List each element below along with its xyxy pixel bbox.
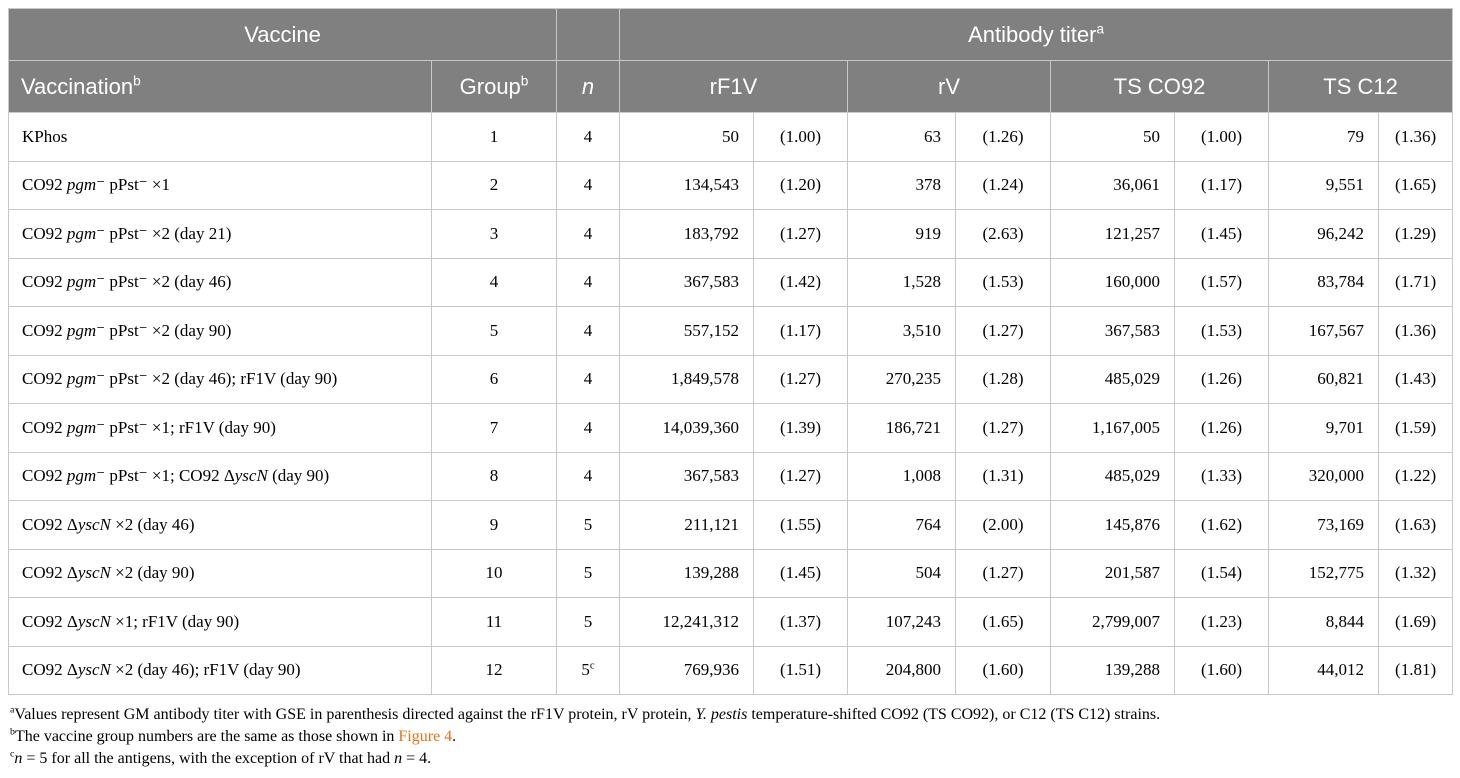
ts-co92-gse-cell: (1.26) (1175, 404, 1269, 453)
rf1v-gse-cell: (1.00) (754, 113, 848, 162)
ts-co92-titer-cell: 145,876 (1051, 501, 1175, 550)
group-cell: 6 (432, 355, 557, 404)
rf1v-gse-cell: (1.27) (754, 452, 848, 501)
ts-co92-gse-cell: (1.17) (1175, 161, 1269, 210)
table-body (9, 113, 1453, 695)
ts-c12-gse-cell: (1.63) (1379, 501, 1453, 550)
vaccination-cell: KPhos (9, 113, 432, 162)
vaccination-cell: CO92 pgm⁻ pPst⁻ ×1 (9, 161, 432, 210)
vaccination-cell: CO92 pgm⁻ pPst⁻ ×1; rF1V (day 90) (9, 404, 432, 453)
group-cell: 11 (432, 598, 557, 647)
ts-co92-gse-cell: (1.26) (1175, 355, 1269, 404)
ts-co92-titer-cell: 160,000 (1051, 258, 1175, 307)
ts-c12-titer-cell: 167,567 (1269, 307, 1379, 356)
footnote-b: $^b$The vaccine group numbers are the same as those shown in Figure 4. (10, 726, 457, 745)
rv-gse-cell: (1.24) (956, 161, 1051, 210)
table-row (9, 307, 1453, 356)
n-cell: 5 (557, 501, 620, 550)
table-row (9, 646, 1453, 695)
rf1v-gse-cell: (1.27) (754, 210, 848, 259)
header-vaccination: Vaccination$^b$ (9, 61, 432, 113)
rf1v-titer-cell: 12,241,312 (620, 598, 754, 647)
ts-c12-gse-cell: (1.65) (1379, 161, 1453, 210)
vaccination-cell: CO92 ΔyscN ×1; rF1V (day 90) (9, 598, 432, 647)
n-cell: 5$^c$ (557, 646, 620, 695)
ts-co92-gse-cell: (1.54) (1175, 549, 1269, 598)
ts-c12-titer-cell: 96,242 (1269, 210, 1379, 259)
ts-co92-gse-cell: (1.45) (1175, 210, 1269, 259)
header-row-2 (9, 61, 1453, 113)
rv-gse-cell: (1.60) (956, 646, 1051, 695)
rf1v-titer-cell: 14,039,360 (620, 404, 754, 453)
ts-c12-gse-cell: (1.69) (1379, 598, 1453, 647)
ts-co92-gse-cell: (1.60) (1175, 646, 1269, 695)
table-row (9, 161, 1453, 210)
ts-co92-titer-cell: 1,167,005 (1051, 404, 1175, 453)
rf1v-titer-cell: 367,583 (620, 258, 754, 307)
rv-titer-cell: 504 (848, 549, 956, 598)
rv-titer-cell: 63 (848, 113, 956, 162)
group-cell: 1 (432, 113, 557, 162)
vaccination-cell: CO92 ΔyscN ×2 (day 46); rF1V (day 90) (9, 646, 432, 695)
rv-titer-cell: 764 (848, 501, 956, 550)
table-row (9, 210, 1453, 259)
rv-titer-cell: 186,721 (848, 404, 956, 453)
vaccination-cell: CO92 pgm⁻ pPst⁻ ×2 (day 46); rF1V (day 90) (9, 355, 432, 404)
ts-c12-titer-cell: 320,000 (1269, 452, 1379, 501)
header-n: n (557, 61, 620, 113)
rv-titer-cell: 1,528 (848, 258, 956, 307)
ts-co92-titer-cell: 485,029 (1051, 452, 1175, 501)
ts-c12-titer-cell: 44,012 (1269, 646, 1379, 695)
rv-gse-cell: (1.31) (956, 452, 1051, 501)
rf1v-gse-cell: (1.37) (754, 598, 848, 647)
rf1v-titer-cell: 1,849,578 (620, 355, 754, 404)
group-cell: 7 (432, 404, 557, 453)
ts-co92-titer-cell: 367,583 (1051, 307, 1175, 356)
ts-co92-titer-cell: 201,587 (1051, 549, 1175, 598)
n-cell: 4 (557, 113, 620, 162)
ts-co92-gse-cell: (1.00) (1175, 113, 1269, 162)
table-row (9, 258, 1453, 307)
group-cell: 9 (432, 501, 557, 550)
ts-co92-gse-cell: (1.23) (1175, 598, 1269, 647)
vaccination-cell: CO92 pgm⁻ pPst⁻ ×1; CO92 ΔyscN (day 90) (9, 452, 432, 501)
rv-gse-cell: (1.28) (956, 355, 1051, 404)
ts-c12-titer-cell: 9,701 (1269, 404, 1379, 453)
group-cell: 3 (432, 210, 557, 259)
rf1v-gse-cell: (1.51) (754, 646, 848, 695)
ts-co92-gse-cell: (1.53) (1175, 307, 1269, 356)
rv-gse-cell: (1.65) (956, 598, 1051, 647)
header-ts-c12: TS C12 (1269, 61, 1453, 113)
rv-gse-cell: (1.27) (956, 307, 1051, 356)
ts-c12-gse-cell: (1.81) (1379, 646, 1453, 695)
group-cell: 2 (432, 161, 557, 210)
rf1v-gse-cell: (1.45) (754, 549, 848, 598)
n-cell: 4 (557, 452, 620, 501)
vaccination-cell: CO92 pgm⁻ pPst⁻ ×2 (day 90) (9, 307, 432, 356)
rf1v-titer-cell: 50 (620, 113, 754, 162)
rf1v-titer-cell: 769,936 (620, 646, 754, 695)
rf1v-gse-cell: (1.27) (754, 355, 848, 404)
ts-c12-titer-cell: 9,551 (1269, 161, 1379, 210)
rv-titer-cell: 378 (848, 161, 956, 210)
rv-gse-cell: (2.63) (956, 210, 1051, 259)
n-cell: 4 (557, 161, 620, 210)
ts-c12-titer-cell: 83,784 (1269, 258, 1379, 307)
group-cell: 8 (432, 452, 557, 501)
table-row (9, 355, 1453, 404)
rv-gse-cell: (1.53) (956, 258, 1051, 307)
n-cell: 4 (557, 355, 620, 404)
table-row (9, 113, 1453, 162)
ts-co92-gse-cell: (1.33) (1175, 452, 1269, 501)
ts-co92-titer-cell: 50 (1051, 113, 1175, 162)
ts-co92-titer-cell: 36,061 (1051, 161, 1175, 210)
ts-c12-gse-cell: (1.32) (1379, 549, 1453, 598)
ts-c12-titer-cell: 8,844 (1269, 598, 1379, 647)
ts-c12-gse-cell: (1.36) (1379, 113, 1453, 162)
ts-c12-gse-cell: (1.22) (1379, 452, 1453, 501)
rf1v-gse-cell: (1.17) (754, 307, 848, 356)
group-cell: 12 (432, 646, 557, 695)
table-row (9, 501, 1453, 550)
ts-c12-titer-cell: 79 (1269, 113, 1379, 162)
table-container (8, 8, 1452, 770)
header-group: Group$^b$ (432, 61, 557, 113)
rf1v-gse-cell: (1.55) (754, 501, 848, 550)
header-blank (557, 9, 620, 61)
header-ts-co92: TS CO92 (1051, 61, 1269, 113)
header-row-1 (9, 9, 1453, 61)
ts-c12-titer-cell: 152,775 (1269, 549, 1379, 598)
group-cell: 4 (432, 258, 557, 307)
rv-titer-cell: 919 (848, 210, 956, 259)
rf1v-titer-cell: 367,583 (620, 452, 754, 501)
table-row (9, 549, 1453, 598)
n-cell: 5 (557, 598, 620, 647)
header-antibody-titer: Antibody titer$^a$ (620, 9, 1453, 61)
rv-gse-cell: (1.27) (956, 549, 1051, 598)
rv-titer-cell: 270,235 (848, 355, 956, 404)
rv-gse-cell: (2.00) (956, 501, 1051, 550)
rf1v-titer-cell: 139,288 (620, 549, 754, 598)
rv-titer-cell: 204,800 (848, 646, 956, 695)
ts-c12-gse-cell: (1.71) (1379, 258, 1453, 307)
ts-co92-gse-cell: (1.57) (1175, 258, 1269, 307)
rf1v-titer-cell: 183,792 (620, 210, 754, 259)
ts-c12-titer-cell: 60,821 (1269, 355, 1379, 404)
n-cell: 5 (557, 549, 620, 598)
n-cell: 4 (557, 307, 620, 356)
ts-c12-gse-cell: (1.29) (1379, 210, 1453, 259)
ts-co92-titer-cell: 2,799,007 (1051, 598, 1175, 647)
group-cell: 10 (432, 549, 557, 598)
rf1v-gse-cell: (1.20) (754, 161, 848, 210)
rv-titer-cell: 1,008 (848, 452, 956, 501)
table-row (9, 598, 1453, 647)
ts-c12-gse-cell: (1.43) (1379, 355, 1453, 404)
header-vaccine: Vaccine (9, 9, 557, 61)
ts-c12-gse-cell: (1.59) (1379, 404, 1453, 453)
table-row (9, 404, 1453, 453)
n-cell: 4 (557, 404, 620, 453)
group-cell: 5 (432, 307, 557, 356)
vaccination-cell: CO92 pgm⁻ pPst⁻ ×2 (day 46) (9, 258, 432, 307)
table-row (9, 452, 1453, 501)
rv-gse-cell: (1.26) (956, 113, 1051, 162)
footnotes (8, 704, 1452, 770)
ts-co92-titer-cell: 485,029 (1051, 355, 1175, 404)
ts-c12-titer-cell: 73,169 (1269, 501, 1379, 550)
ts-co92-titer-cell: 121,257 (1051, 210, 1175, 259)
vaccination-cell: CO92 pgm⁻ pPst⁻ ×2 (day 21) (9, 210, 432, 259)
rv-titer-cell: 107,243 (848, 598, 956, 647)
footnote-c: $^c$n = 5 for all the antigens, with the exception of rV that had n = 4. (10, 748, 432, 767)
vaccination-cell: CO92 ΔyscN ×2 (day 90) (9, 549, 432, 598)
rf1v-gse-cell: (1.39) (754, 404, 848, 453)
ts-co92-gse-cell: (1.62) (1175, 501, 1269, 550)
header-rv: rV (848, 61, 1051, 113)
rf1v-titer-cell: 211,121 (620, 501, 754, 550)
n-cell: 4 (557, 258, 620, 307)
rv-gse-cell: (1.27) (956, 404, 1051, 453)
footnote-a: $^a$Values represent GM antibody titer with GSE in parenthesis directed against the rF1V protein, rV protein, Y. pestis temperature-shifted CO92 (TS CO92), or C12 (TS C12) strains. (10, 704, 1161, 723)
antibody-titer-table (8, 8, 1453, 695)
header-rf1v: rF1V (620, 61, 848, 113)
figure-4-link[interactable]: Figure 4 (398, 728, 453, 745)
rf1v-gse-cell: (1.42) (754, 258, 848, 307)
vaccination-cell: CO92 ΔyscN ×2 (day 46) (9, 501, 432, 550)
ts-co92-titer-cell: 139,288 (1051, 646, 1175, 695)
rf1v-titer-cell: 557,152 (620, 307, 754, 356)
rv-titer-cell: 3,510 (848, 307, 956, 356)
rf1v-titer-cell: 134,543 (620, 161, 754, 210)
n-cell: 4 (557, 210, 620, 259)
ts-c12-gse-cell: (1.36) (1379, 307, 1453, 356)
